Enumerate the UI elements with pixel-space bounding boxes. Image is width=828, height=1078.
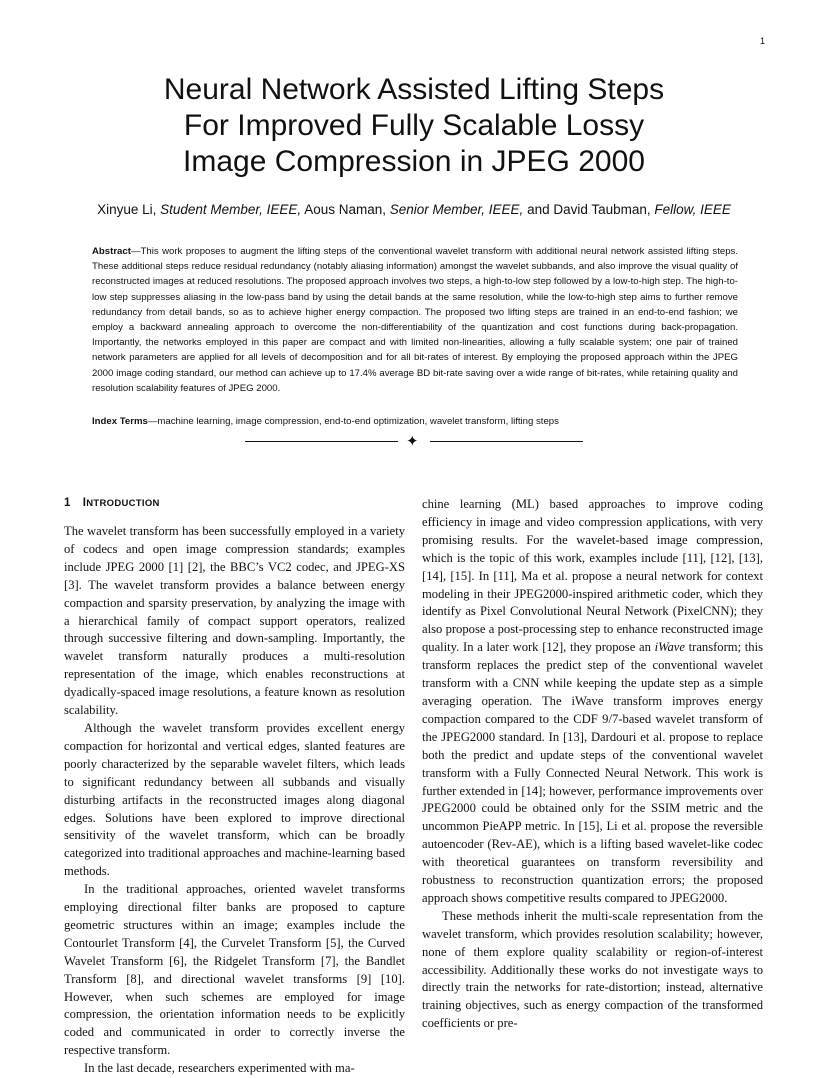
title-line-2: For Improved Fully Scalable Lossy xyxy=(183,109,645,142)
abstract xyxy=(92,244,738,396)
divider-line-right xyxy=(430,441,583,442)
author-2-role: Senior Member, IEEE, xyxy=(389,202,524,217)
paragraph-text: transform; this transform replaces the predict step of the conventional wavelet transform with a CNN while keeping the update step as a simple averaging operation. The iWave transform improves energy compaction compared to the CDF 9/7-based wavelet transform of the JPEG2000 standard. In [13], Dardouri et al. propose to replace both the predict and update steps of the conventional wavelet transform with a Fully Connected Neural Network. This work is further extended in [14]; however, performance improvements over JPEG2000 could be obtained only for the SSIM metric and the uncommon PieAPP metric. In [15], Li et al. propose the reversible autoencoder (Rev-AE), which is a lifting based wavelet-like codec with theoretical guarantees on transform reversibility and robustness to reconstruction quantization errors; the proposed approach shows competitive results compared to JPEG2000. xyxy=(422,640,763,905)
title-line-1: Neural Network Assisted Lifting Steps xyxy=(163,73,665,106)
right-column xyxy=(422,496,763,1033)
left-column xyxy=(64,496,405,1078)
title-line-3: Image Compression in JPEG 2000 xyxy=(183,145,645,178)
author-1: Xinyue Li, xyxy=(97,202,161,217)
section-title-rest: NTRODUCTION xyxy=(86,498,160,509)
paragraph-text: chine learning (ML) based approaches to improve coding efficiency in image and video compression applications, with very promising results. For the wavelet-based image compression, which is the topic of this work, examples include [11], [12], [13], [14], [15]. In [11], Ma et al. propose a neural network for context modeling in their JPEG2000-inspired arithmetic coder, which they identify as Pixel Convolutional Neural Network (PixelCNN); they also propose a post-processing step to enhance reconstructed image quality. In a later work [12], they propose an xyxy=(422,497,763,655)
paragraph: Although the wavelet transform provides excellent energy compaction for horizontal and vertical edges, slanted features are poorly characterized by the separable wavelet filters, which leads to significant redundancy between all subbands and visually disturbing artifacts in the reconstructed images along diagonal edges. Solutions have been explored to improve directional sensitivity of the wavelet transform, which can be broadly categorized into traditional approaches and machine-learning based methods. xyxy=(64,720,405,879)
paragraph: These methods inherit the multi-scale representation from the wavelet transform, which provides resolution scalability; however, none of them explore quality scalability or region-of-interest accessibility. Additionally these works do not investigate ways to directly train the networks for rate-distortion; instead, alternative training objectives, such as energy compaction of the transformed coefficients or pre- xyxy=(422,908,763,1031)
author-2: Aous Naman, xyxy=(301,202,390,217)
author-3-role: Fellow, IEEE xyxy=(654,202,731,217)
paragraph: In the traditional approaches, oriented wavelet transforms employing directional filter banks are proposed to capture geometric structures within an image; examples include the Contourlet Transform [4], the Curvelet Transform [5], the Curved Wavelet Transform [6], the Ridgelet Transform [7], the Bandlet Transform [8], and directional wavelet transforms [9] [10]. However, when such schemes are employed for image compression, the orientation information needs to be explicitly coded and communicated in order to correctly inverse the respective transform. xyxy=(64,882,405,1058)
paragraph: In the last decade, researchers experimented with ma- xyxy=(84,1061,355,1076)
paper-title xyxy=(0,72,828,180)
section-title-initial: I xyxy=(82,497,87,509)
divider-star-icon: ✦ xyxy=(406,432,419,450)
section-heading xyxy=(64,496,405,511)
index-terms-label: Index Terms xyxy=(92,416,148,427)
index-terms xyxy=(92,414,738,429)
iwave-term: iWave xyxy=(654,640,685,655)
index-terms-text: —machine learning, image compression, end-to-end optimization, wavelet transform, lifting steps xyxy=(147,416,559,427)
author-list xyxy=(0,202,828,217)
author-3: and David Taubman, xyxy=(523,202,655,217)
abstract-label: Abstract xyxy=(92,246,131,257)
section-number: 1 xyxy=(64,497,71,509)
divider-line-left xyxy=(245,441,398,442)
section-divider xyxy=(245,434,583,448)
abstract-text: —This work proposes to augment the lifting steps of the conventional wavelet transform with additional neural network assisted lifting steps. These additional steps reduce residual redundancy (notably aliasing information) amongst the wavelet subbands, and also improve the visual quality of reconstructed images at reduced resolutions. The proposed approach involves two steps, a high-to-low step followed by a low-to-high step. The high-to-low step suppresses aliasing in the low-pass band by using the detail bands at the same resolution, while the low-to-high step aims to further remove redundancy from detail bands, so as to achieve higher energy compaction. The proposed two lifting steps are trained in an end-to-end fashion; we employ a backward annealing approach to overcome the non-differentiability of the quantization and cost functions during back-propagation. Importantly, the networks employed in this paper are compact and with limited non-linearities, allowing a fully scalable system; one pair of trained network parameters are applied for all levels of decomposition and for all bit-rates of interest. By employing the proposed approach within the JPEG 2000 image coding standard, our method can achieve up to 17.4% average BD bit-rate saving over a wide range of bit-rates, while retaining quality and resolution scalability features of JPEG 2000. xyxy=(92,246,738,394)
paragraph xyxy=(422,496,763,908)
page-number: 1 xyxy=(759,36,765,46)
paragraph: The wavelet transform has been successfully employed in a variety of codecs and open image compression standards; examples include JPEG 2000 [1] [2], the BBC’s VC2 codec, and JPEG-XS [3]. The wavelet transform provides a balance between energy compaction and sparsity preservation, by analyzing the image with a hierarchical family of compact support operators, realized through successive filtering and down-sampling. Importantly, the wavelet transform naturally produces a multi-resolution representation of the image, which enables reconstructions at dyadically-spaced image resolutions, a feature known as resolution scalability. xyxy=(64,524,405,718)
author-1-role: Student Member, IEEE, xyxy=(160,202,302,217)
